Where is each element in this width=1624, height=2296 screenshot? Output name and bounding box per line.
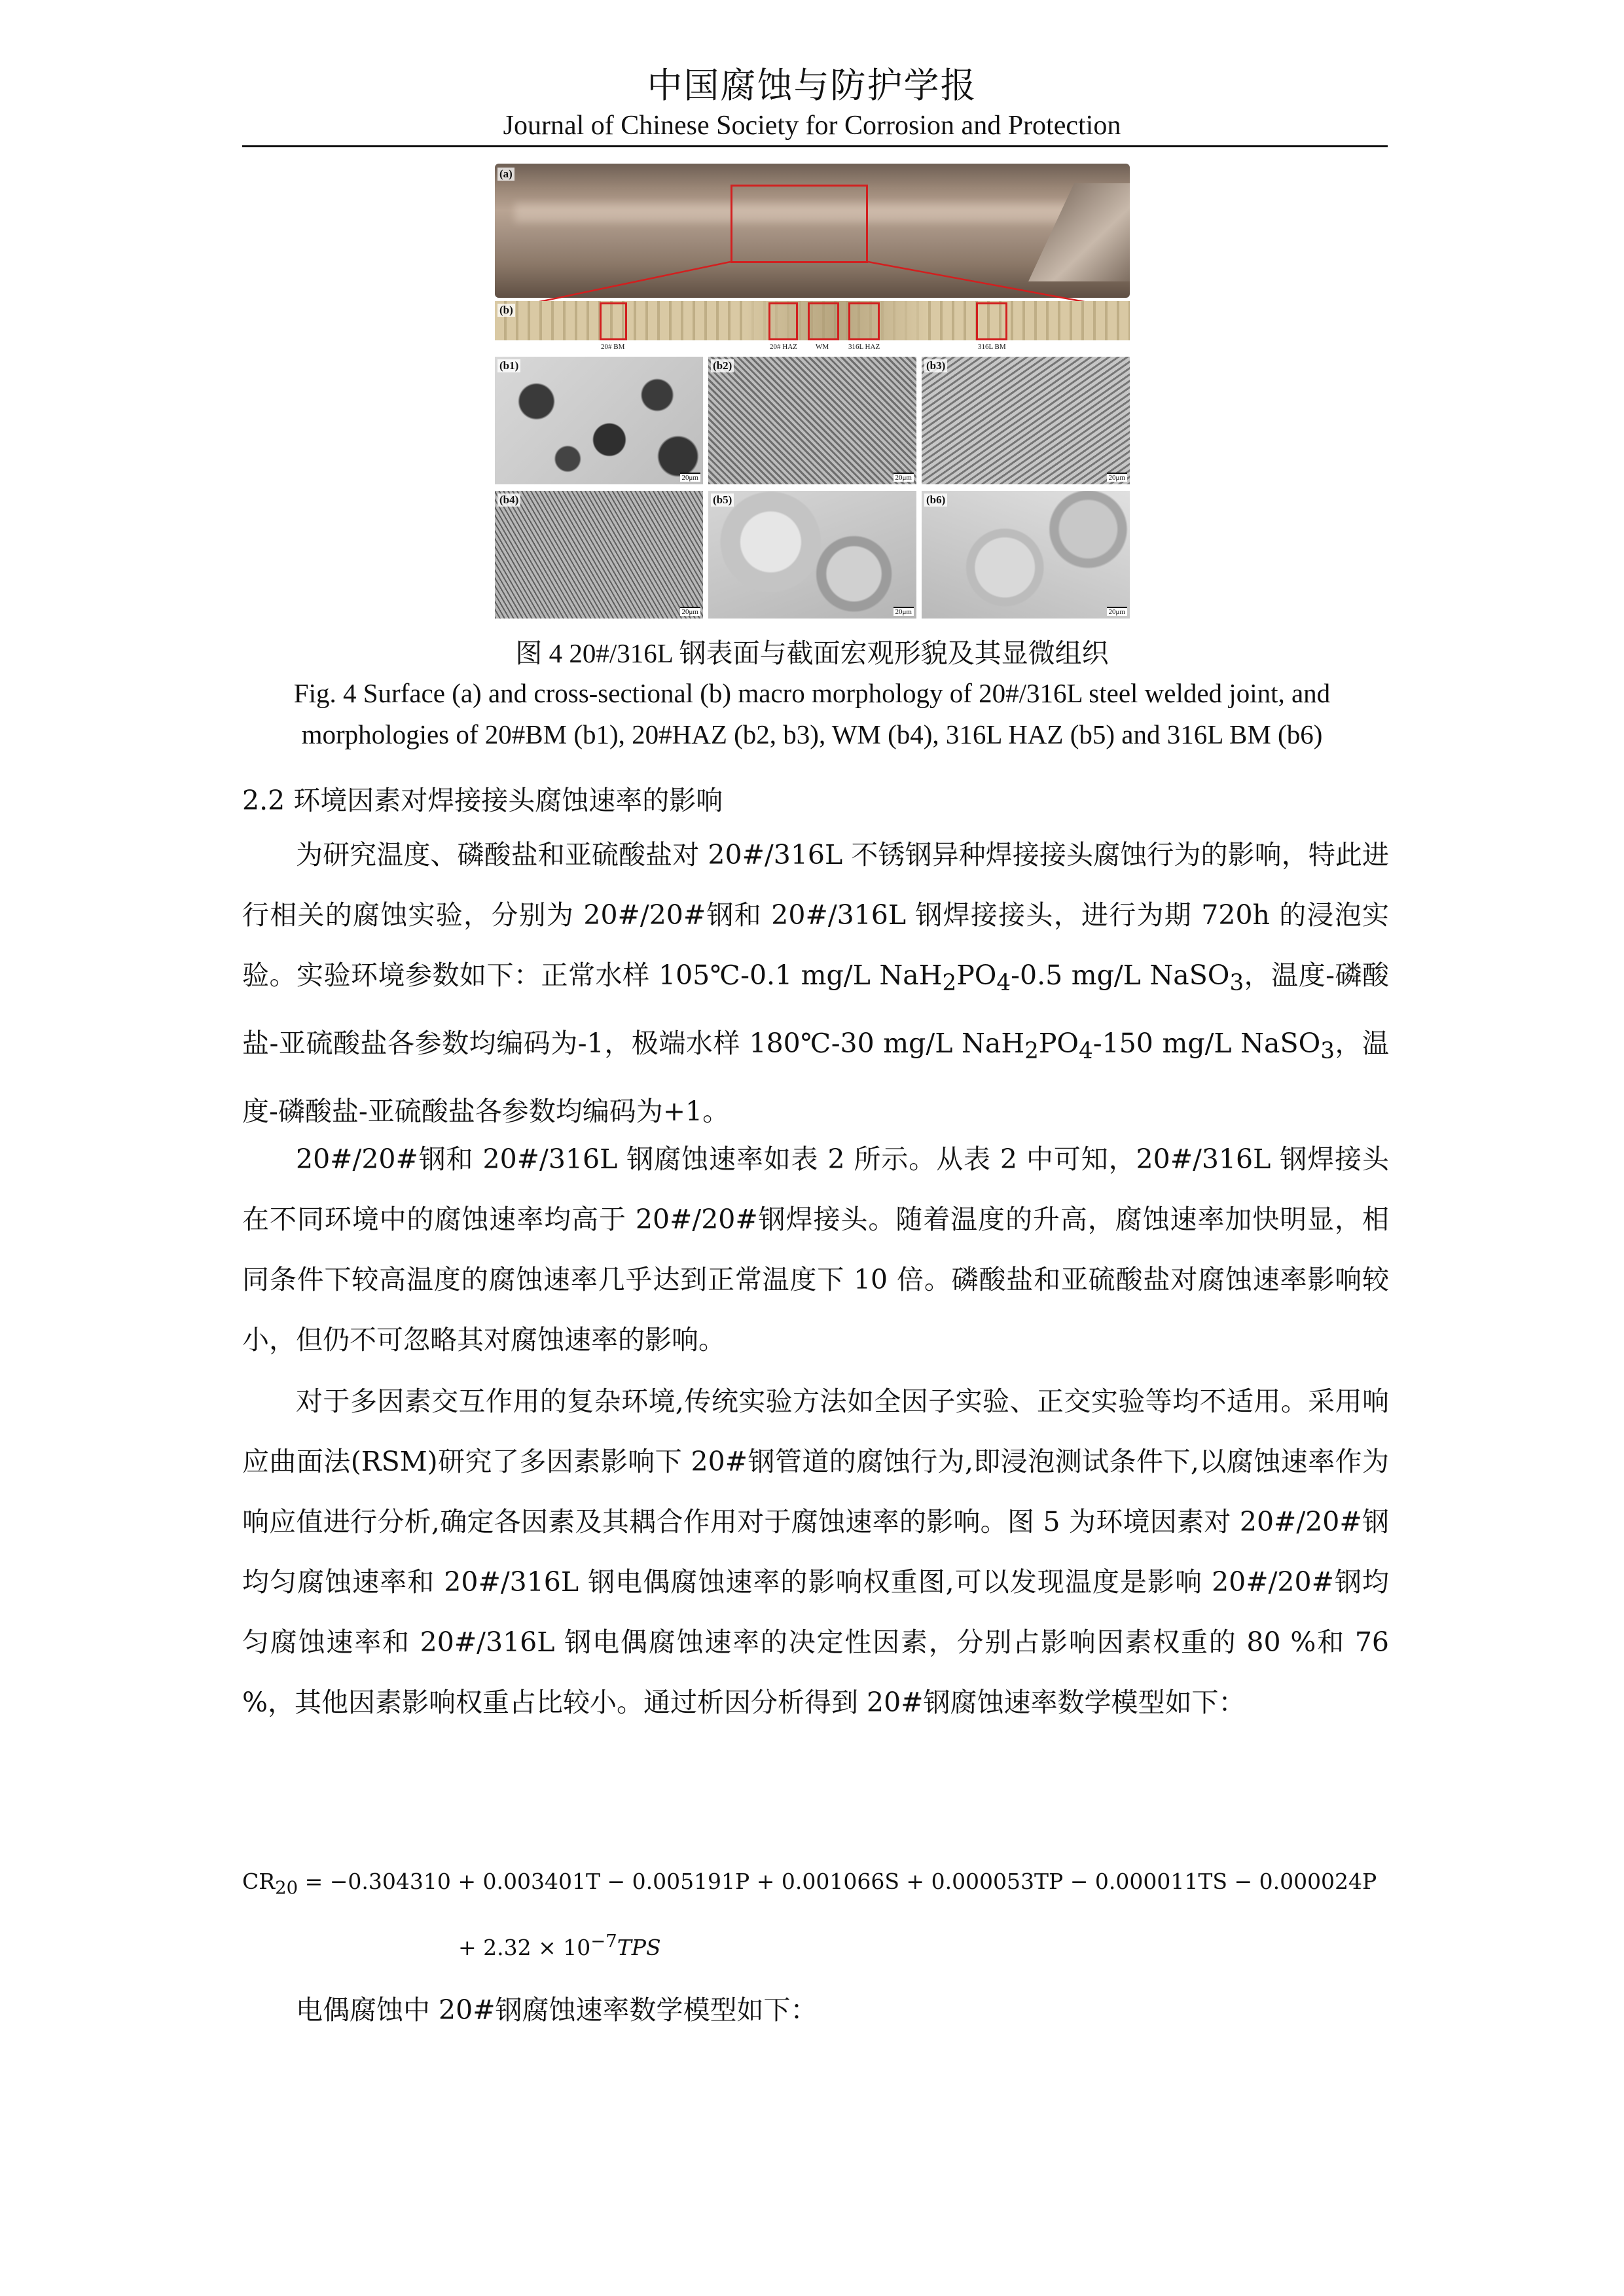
zone-label-20-haz: 20# HAZ xyxy=(770,343,797,351)
equation-line-2: + $2.32 \times 10^{-7}TPS$ xyxy=(458,1931,661,1960)
panel-label-a: (a) xyxy=(497,168,514,181)
paragraph-1: 为研究温度、磷酸盐和亚硫酸盐对 20#/316L 不锈钢异种焊接接头腐蚀行为的影响，特此进行相关的腐蚀实验，分别为 20#/20#钢和 20#/316L 钢焊接接头，进行为期 720h 的浸泡实验。实验环境参数如下：正常水样 105℃-0.1 mg/L $NaH_2PO_4-0.5$ mg/L NaSO$_3$，温度-磷酸盐-亚硫酸盐各参数均编码为-1，极端水样 180℃-30 mg/L $NaH_2PO_4-150$ mg/L NaSO$_3$，温度-磷酸盐-亚硫酸盐各参数均编码为+1。 xyxy=(242,839,1390,1128)
panel-label-b2: (b2) xyxy=(711,359,734,372)
figure-caption-en-2: morphologies of 20#BM (b1), 20#HAZ (b2, b3), WM (b4), 316L HAZ (b5) and 316L BM (b6) xyxy=(301,719,1323,749)
micrograph-b5 xyxy=(708,491,916,619)
scale-bar-b2: 20μm xyxy=(893,473,914,482)
scale-bar-b3: 20μm xyxy=(1107,473,1127,482)
scale-bar-b4: 20μm xyxy=(680,607,700,616)
micrograph-b6 xyxy=(922,491,1130,619)
paragraph-4: 电偶腐蚀中 20#钢腐蚀速率数学模型如下： xyxy=(296,1994,818,2026)
zone-box-20-bm xyxy=(600,302,627,340)
zone-label-20-bm: 20# BM xyxy=(601,343,625,351)
panel-label-b4: (b4) xyxy=(497,493,520,507)
zone-label-wm: WM xyxy=(816,343,829,351)
micrograph-b3 xyxy=(922,357,1130,484)
paragraph-2: 20#/20#钢和 20#/316L 钢腐蚀速率如表 2 所示。从表 2 中可知，20#/316L 钢焊接头在不同环境中的腐蚀速率均高于 20#/20#钢焊接头。随着温度的升高，腐蚀速率加快明显，相同条件下较高温度的腐蚀速率几乎达到正常温度下 10 倍。磷酸盐和亚硫酸盐对腐蚀速率影响较小，但仍不可忽略其对腐蚀速率的影响。 xyxy=(242,1143,1389,1355)
scale-bar-b1: 20μm xyxy=(680,473,700,482)
panel-label-b1: (b1) xyxy=(497,359,520,372)
figure-caption-en-1: Fig. 4 Surface (a) and cross-sectional (b) macro morphology of 20#/316L steel welded joint, and xyxy=(293,678,1331,708)
header-rule xyxy=(242,145,1388,147)
zone-label-316l-bm: 316L BM xyxy=(978,343,1006,351)
journal-title-en: Journal of Chinese Society for Corrosion and Protection xyxy=(503,111,1121,141)
section-heading: 2.2 环境因素对焊接接头腐蚀速率的影响 xyxy=(242,785,723,816)
panel-label-b6: (b6) xyxy=(924,493,947,507)
figure-caption-cn: 图 4 20#/316L 钢表面与截面宏观形貌及其显微组织 xyxy=(515,638,1109,668)
scale-bar-b6: 20μm xyxy=(1107,607,1127,616)
journal-title-cn: 中国腐蚀与防护学报 xyxy=(647,65,977,106)
panel-label-b5: (b5) xyxy=(711,493,734,507)
zone-box-20-haz xyxy=(768,302,798,340)
zone-label-316l-haz: 316L HAZ xyxy=(848,343,880,351)
zone-box-316l-haz xyxy=(848,302,880,340)
zone-box-316l-bm xyxy=(976,302,1007,340)
figure-4 xyxy=(495,164,1130,622)
panel-label-b3: (b3) xyxy=(924,359,947,372)
zone-box-wm xyxy=(808,302,839,340)
micrograph-b4 xyxy=(495,491,703,619)
micrograph-b1 xyxy=(495,357,703,484)
panel-label-b: (b) xyxy=(497,304,515,317)
scale-bar-b5: 20μm xyxy=(893,607,914,616)
paragraph-3: 对于多因素交互作用的复杂环境,传统实验方法如全因子实验、正交实验等均不适用。采用响应曲面法(RSM)研究了多因素影响下 20#钢管道的腐蚀行为,即浸泡测试条件下,以腐蚀速率作为响应值进行分析,确定各因素及其耦合作用对于腐蚀速率的影响。图 5 为环境因素对 20#/20#钢均匀腐蚀速率和 20#/316L 钢电偶腐蚀速率的影响权重图,可以发现温度是影响 20#/20#钢均匀腐蚀速率和 20#/316L 钢电偶腐蚀速率的决定性因素，分别占影响因素权重的 80 %和 76 %，其他因素影响权重占比较小。通过析因分析得到 20#钢腐蚀速率数学模型如下： xyxy=(242,1386,1389,1718)
equation-line-1: $CR_{20} = -0.304310 + 0.003401T - 0.005191P + 0.001066S + 0.000053TP - 0.000011TS - 0.000024P$ xyxy=(242,1869,1377,1899)
micrograph-b2 xyxy=(708,357,916,484)
